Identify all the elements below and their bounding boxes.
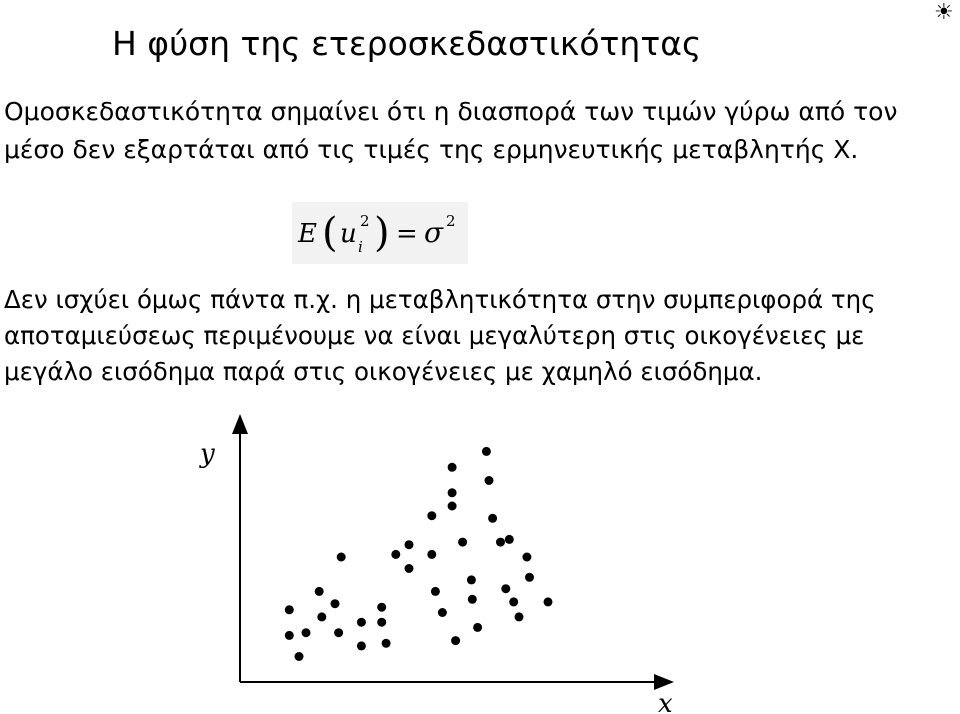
data-point: [382, 639, 391, 648]
data-point: [315, 587, 324, 596]
data-point: [357, 641, 366, 650]
data-point: [431, 587, 440, 596]
data-point: [285, 605, 294, 614]
data-point: [501, 584, 510, 593]
data-point: [377, 603, 386, 612]
data-point: [357, 618, 366, 627]
data-point: [509, 597, 518, 606]
data-point: [448, 502, 457, 511]
data-point: [334, 628, 343, 637]
data-point: [405, 564, 414, 573]
data-point: [485, 476, 494, 485]
data-point: [448, 488, 457, 497]
formula-u-sup: 2: [360, 212, 370, 230]
formula-u-sub: i: [358, 238, 363, 256]
data-point: [458, 538, 467, 547]
formula-u: u: [340, 219, 357, 249]
example-paragraph: Δεν ισχύει όμως πάντα π.χ. η μεταβλητικότητα στην συμπεριφορά της αποταμιεύσεως περιμένουμε να είναι μεγαλύτερη στις οικογένειες με μεγάλο εισόδημα παρά στις οικογένειες με χαμηλό εισόδημα.: [4, 285, 876, 386]
data-point: [438, 608, 447, 617]
formula-rparen: ): [374, 210, 390, 256]
data-point: [467, 575, 476, 584]
data-point: [285, 631, 294, 640]
sun-icon: ☀: [934, 0, 954, 25]
data-point: [473, 623, 482, 632]
data-point: [302, 628, 311, 637]
data-point: [505, 535, 514, 544]
data-point: [391, 550, 400, 559]
definition-paragraph: Ομοσκεδαστικότητα σημαίνει ότι η διασπορά των τιμών γύρω από τον μέσο δεν εξαρτάται από τις τιμές της ερμηνευτικής μεταβλητής X.: [4, 97, 898, 164]
data-point: [451, 636, 460, 645]
data-point: [515, 612, 524, 621]
data-point: [405, 540, 414, 549]
data-point: [468, 595, 477, 604]
data-point: [448, 463, 457, 472]
data-point: [427, 511, 436, 520]
formula-equals: =: [396, 219, 418, 249]
data-point: [482, 447, 491, 456]
x-axis-label: x: [658, 689, 673, 714]
data-point: [496, 538, 505, 547]
data-point: [331, 599, 340, 608]
data-point: [544, 597, 553, 606]
data-point: [525, 573, 534, 582]
slide-title: Η φύση της ετεροσκεδαστικότητας: [112, 24, 702, 63]
data-point: [522, 553, 531, 562]
data-point: [377, 618, 386, 627]
formula-lparen: (: [322, 210, 338, 256]
data-point: [295, 652, 304, 661]
data-point: [317, 612, 326, 621]
data-point: [427, 550, 436, 559]
data-point: [488, 514, 497, 523]
formula-E: E: [298, 219, 317, 249]
data-point: [337, 553, 346, 562]
y-axis-label: y: [200, 439, 215, 469]
formula-sigma: σ: [424, 216, 444, 249]
data-points: [285, 447, 553, 661]
formula-sigma-sup: 2: [446, 212, 456, 230]
